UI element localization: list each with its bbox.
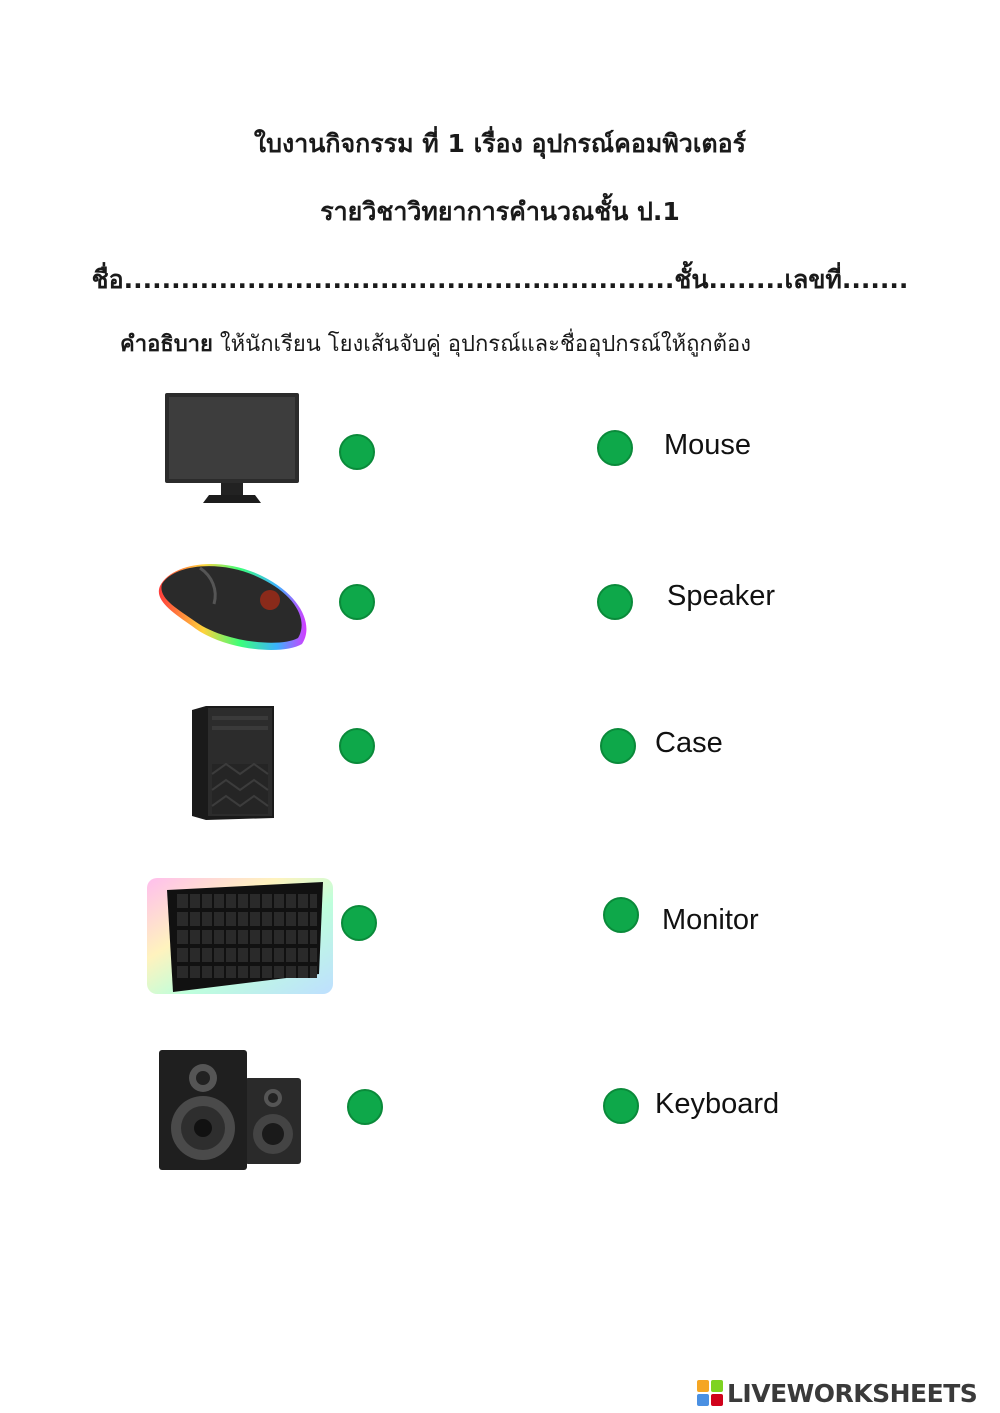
- monitor-icon: [163, 391, 301, 509]
- worksheet-subtitle: รายวิชาวิทยาการคำนวณชั้น ป.1: [320, 197, 680, 226]
- word-match-dot[interactable]: [597, 430, 633, 466]
- picture-match-dot[interactable]: [341, 905, 377, 941]
- pc-case-icon: [190, 704, 276, 822]
- picture-match-dot[interactable]: [339, 728, 375, 764]
- speaker-icon: [157, 1048, 303, 1174]
- keyboard-icon: [147, 868, 333, 1000]
- worksheet-title: ใบงานกิจกรรม ที่ 1 เรื่อง อุปกรณ์คอมพิวเตอร์: [253, 129, 747, 158]
- picture-match-dot[interactable]: [339, 584, 375, 620]
- logo-text: LIVEWORKSHEETS: [727, 1378, 978, 1408]
- liveworksheets-logo-icon: [697, 1380, 723, 1406]
- liveworksheets-logo: [697, 1376, 977, 1410]
- instruction-text: ให้นักเรียน โยงเส้นจับคู่ อุปกรณ์และชื่ออุปกรณ์ให้ถูกต้อง: [212, 332, 751, 357]
- instruction: [120, 326, 751, 361]
- student-info-line: ชื่อ..........................................................ชั้น........เลขที่.......: [91, 265, 909, 294]
- picture-match-dot[interactable]: [339, 434, 375, 470]
- word-match-dot[interactable]: [597, 584, 633, 620]
- word-mouse: Mouse: [664, 429, 752, 461]
- word-case: Case: [655, 727, 723, 759]
- word-keyboard: Keyboard: [655, 1088, 780, 1120]
- instruction-label: คำอธิบาย: [120, 332, 213, 357]
- picture-match-dot[interactable]: [347, 1089, 383, 1125]
- mouse-icon: [152, 556, 314, 658]
- word-monitor: Monitor: [662, 904, 759, 936]
- word-match-dot[interactable]: [603, 1088, 639, 1124]
- word-match-dot[interactable]: [603, 897, 639, 933]
- word-speaker: Speaker: [667, 580, 776, 612]
- word-match-dot[interactable]: [600, 728, 636, 764]
